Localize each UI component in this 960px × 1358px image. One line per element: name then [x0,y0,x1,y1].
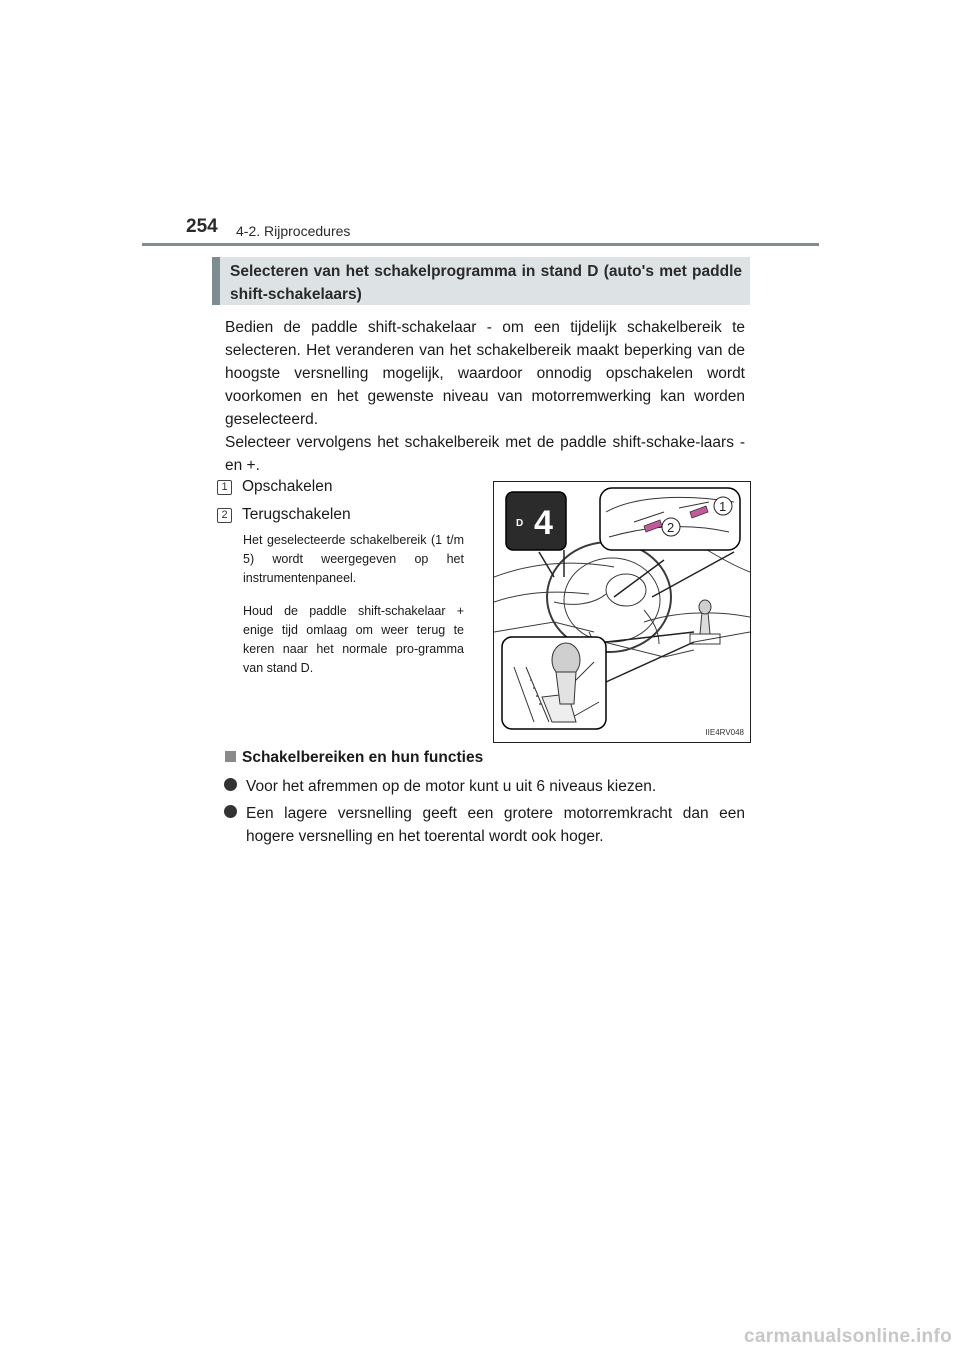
step-number-1: 1 [217,480,232,495]
note-2: Houd de paddle shift-schakelaar + enige tijd omlaag om weer terug te keren naar het normale pro-gramma van stand D. [243,604,464,675]
display-letter: D [516,518,524,529]
watermark: carmanualsonline.info [744,1326,952,1347]
subsection-heading [225,749,483,767]
step-2 [217,506,351,524]
page-number: 254 [186,216,218,237]
title-box: Selecteren van het schakelprogramma in stand D (auto's met paddle shift-schakelaars) [212,257,750,305]
cockpit-illustration [494,482,750,742]
intro-paragraph-2: Selecteer vervolgens het schakelbereik met de paddle shift-schake-laars - en +. [225,434,745,474]
display-digit: 4 [534,504,553,542]
intro-paragraph-1: Bedien de paddle shift-schakelaar - om een tijdelijk schakelbereik te selecteren. Het veranderen van het schakelbereik maakt beperking van de hoogste versnelling mogelijk, waardoor onnodig opschakelen wordt voorkomen en het gewenste niveau van motorremwerking kan worden geselecteerd. [225,319,745,428]
callout-1: 1 [719,499,727,514]
note-1: Het geselecteerde schakelbereik (1 t/m 5) wordt weergegeven op het instrumentenpaneel. [243,533,464,585]
step-label-2: Terugschakelen [242,506,351,523]
bullet-1-text: Voor het afremmen op de motor kunt u uit 6 niveaus kiezen. [246,778,657,795]
bullet-dot-icon [224,805,237,818]
illustration [493,481,751,743]
step-label-1: Opschakelen [242,478,333,495]
step-number-2: 2 [217,508,232,523]
bullet-1 [246,775,745,798]
heading-marker-icon [225,751,236,762]
header-rule [142,243,819,246]
figure-code: IIE4RV048 [705,728,744,737]
step-1 [217,478,332,496]
bullet-2 [246,802,745,848]
subsection-heading-text: Schakelbereiken en hun functies [242,749,484,766]
intro-text [225,316,745,477]
callout-2: 2 [667,520,675,535]
section-header: 4-2. Rijprocedures [236,223,351,239]
bullet-dot-icon [224,778,237,791]
bullet-2-text: Een lagere versnelling geeft een grotere motorremkracht dan een hogere versnelling en het toerental wordt ook hoger. [246,805,745,845]
